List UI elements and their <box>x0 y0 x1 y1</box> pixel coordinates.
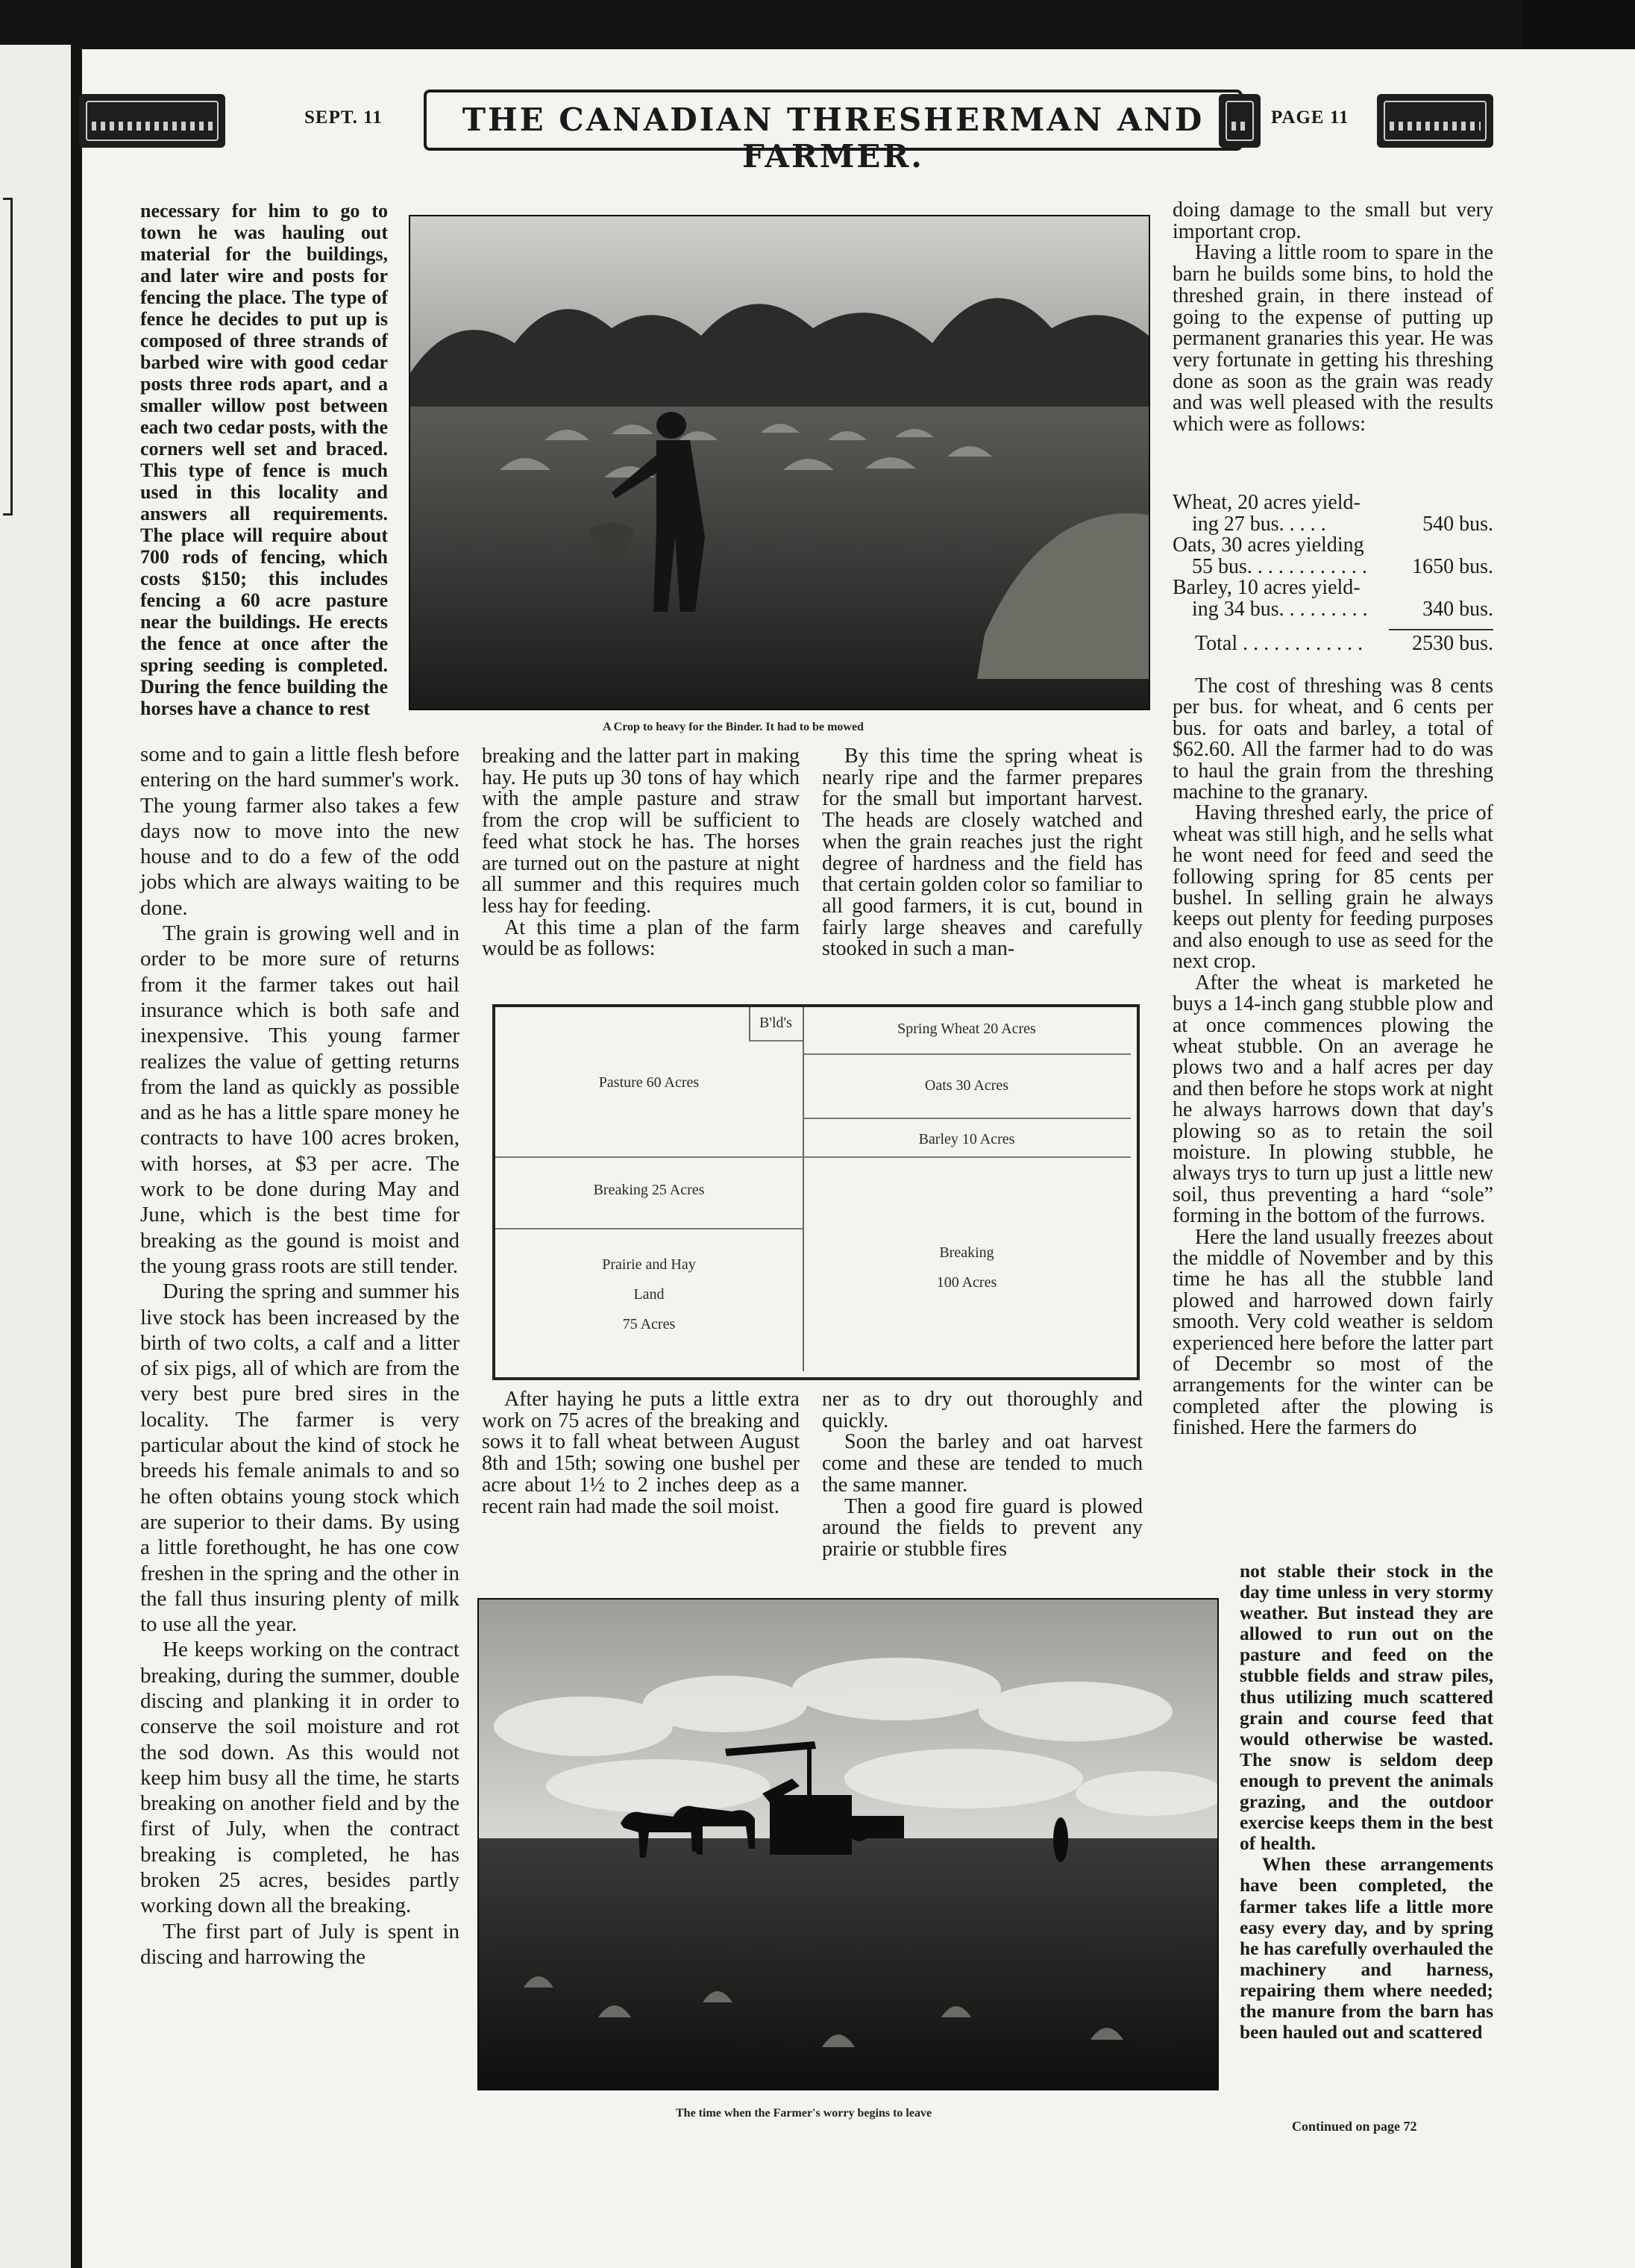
photo-harvest-caption: The time when the Farmer's worry begins to leave <box>676 2107 932 2120</box>
yield-total-row <box>1173 629 1493 659</box>
plan-buildings: B'ld's <box>759 1015 792 1031</box>
masthead-ornament-right <box>1377 94 1493 148</box>
yield-value: 540 bus. <box>1422 512 1493 536</box>
yield-row <box>1173 492 1493 535</box>
paragraph: The first part of July is spent in discing and harrowing the <box>140 1919 459 1969</box>
total-rule <box>1389 629 1493 630</box>
photo-harvest-image <box>479 1600 1217 2089</box>
adjacent-page-rule <box>3 198 13 516</box>
paragraph: After the wheat is marketed he buys a 14-inch gang stubble plow and at once commences plowing the wheat stubble. On an average he plows two and a half acres per day and then before he stops work at night he always harrows down that day's plowing so as to retain the soil moisture. In plowing stubble, he always trys to turn up just a little new soil, thus preventing a hard “sole” forming in the bottom of the furrows. <box>1173 971 1493 1228</box>
plan-divider <box>803 1118 1131 1119</box>
masthead-date: SEPT. 11 <box>304 107 383 128</box>
paragraph: The grain is growing well and in order to be more sure of returns from it the farmer takes out hail insurance which is both safe and inexpensive. This young farmer realizes the value of getting returns from the land as quickly as possible and as he has a little spare money he contracts to have 100 acres broken, with horses, at $3 per acre. The work to be done during May and June, which is the best time for breaking as the gound is moist and the young grass roots are still tender. <box>140 921 459 1278</box>
continued-notice: Continued on page 72 <box>1292 2119 1417 2134</box>
plan-barley: Barley 10 Acres <box>918 1131 1015 1147</box>
yield-total-label: Total . . . . . . . . . . . . <box>1195 632 1363 655</box>
plan-oats: Oats 30 Acres <box>924 1077 1009 1094</box>
paragraph: Having threshed early, the price of wheat was still high, and he sells what he wont need for feed and seed the following spring for 85 cents per bushel. In selling grain he always keeps out plenty for feeding purposes and also enough to use as seed for the next crop. <box>1173 801 1493 974</box>
masthead-ornament-left <box>79 94 225 148</box>
paragraph: Here the land usually freezes about the middle of November and by this time he has all the stubble land plowed and harrowed down fairly smooth. Very cold weather is seldom experienced here before the latter part of Decembr so most of the arrangements for the winter can be completed after the plowing is finished. Here the farmers do <box>1173 1225 1493 1440</box>
yield-total-value: 2530 bus. <box>1412 632 1493 655</box>
plan-divider <box>749 1040 803 1041</box>
article-col4-main <box>1173 676 1493 1439</box>
yield-value: 1650 bus. <box>1412 554 1493 578</box>
article-col3-bottom <box>822 1389 1143 1561</box>
article-col2-top <box>482 746 800 960</box>
yield-label: 55 bus. . . . . . . . . . . . <box>1192 554 1367 578</box>
paragraph: Soon the barley and oat harvest come and these are tended to much the same manner. <box>822 1430 1143 1497</box>
paragraph: During the spring and summer his live stock has been increased by the birth of two colts, a calf and a litter of six pigs, all of which are from the very best pure bred sires in the locality. The farmer is very particular about the kind of stock he breeds his female animals to and so he often obtains young stock which are superior to their dams. By using a little forethought, he has one cow freshen in the spring and the other in the fall thus insuring plenty of milk to use all the year. <box>140 1279 459 1637</box>
yield-row <box>1173 577 1493 620</box>
article-col1-main <box>140 742 459 1970</box>
paragraph: some and to gain a little flesh before entering on the hard summer's work. The young farmer also takes a few days now to move into the new house and to do a few of the odd jobs which are always waiting to be done. <box>140 742 459 920</box>
plan-prairie-line3: 75 Acres <box>622 1316 676 1332</box>
plan-breaking-100 <box>803 1240 1131 1295</box>
masthead-title: THE CANADIAN THRESHERMAN AND FARMER. <box>462 101 1205 175</box>
plan-divider <box>803 1007 804 1371</box>
paragraph: breaking and the latter part in making hay. He puts up 30 tons of hay which with the ample pasture and straw from the crop will be sufficient to feed what stock he has. The horses are turned out on the pasture at night all summer and this requires much less hay for feeding. <box>482 745 800 918</box>
yield-row <box>1173 535 1493 577</box>
plan-prairie-line1: Prairie and Hay <box>602 1256 696 1273</box>
article-col1-top <box>140 200 388 719</box>
paragraph: ner as to dry out thoroughly and quickly. <box>822 1388 1143 1432</box>
plan-breaking100-line1: Breaking <box>939 1244 994 1261</box>
adjacent-page-strip <box>0 45 71 2268</box>
plan-spring-wheat: Spring Wheat 20 Acres <box>897 1021 1036 1037</box>
plan-divider <box>495 1228 803 1229</box>
plan-divider <box>803 1053 1131 1055</box>
plan-breaking-25: Breaking 25 Acres <box>593 1182 705 1198</box>
photo-mowing-image <box>410 216 1149 709</box>
masthead <box>79 81 1489 175</box>
paragraph: not stable their stock in the day time unless in very stormy weather. But instead they are allowed to run out on the pasture and feed on the stubble fields and straw piles, thus utilizing much scattered grain and course feed that would otherwise be wasted. The snow is seldom deep enough to prevent the animals grazing, and the outdoor exercise keeps them in the best of health. <box>1240 1560 1493 1855</box>
paragraph: After haying he puts a little extra work on 75 acres of the breaking and sows it to fall wheat between August 8th and 15th; sowing one bushel per acre about 1½ to 2 inches deep as a recent rain had made the soil moist. <box>482 1388 800 1518</box>
yield-label: ing 27 bus. . . . . <box>1192 512 1326 536</box>
paragraph: When these arrangements have been completed, the farmer takes life a little more easy every day, and by spring he has carefully overhauled the machinery and harness, repairing them where needed; the manure from the barn has been hauled out and scattered <box>1240 1853 1493 2043</box>
yield-label: Wheat, 20 acres yield- <box>1173 491 1361 514</box>
plan-prairie-hay <box>495 1252 803 1337</box>
article-col3-top <box>822 746 1143 960</box>
paragraph: He keeps working on the contract breaking, during the summer, double discing and planking it in order to conserve the soil moisture and rot the sod down. As this would not keep him busy all the time, he starts breaking on another field and by the first of July, when the contract breaking is completed, he has broken 25 acres, besides partly working down all the breaking. <box>140 1638 459 1918</box>
paragraph: Having a little room to spare in the barn he builds some bins, to hold the threshed grain, in there instead of going to the expense of putting up permanent granaries this year. He was very fortunate in getting his threshing done as soon as the grain was ready and was well pleased with the results which were as follows: <box>1173 241 1493 436</box>
article-col4-narrow <box>1240 1561 1493 2043</box>
yield-label: Barley, 10 acres yield- <box>1173 576 1361 599</box>
yield-label: Oats, 30 acres yielding <box>1173 533 1364 557</box>
paragraph: Then a good fire guard is plowed around the fields to prevent any prairie or stubble fires <box>822 1494 1143 1561</box>
yield-label: ing 34 bus. . . . . . . . . <box>1192 597 1368 621</box>
farm-plan-diagram <box>492 1004 1140 1380</box>
article-col4-top <box>1173 200 1493 436</box>
photo-harvest-binder <box>477 1598 1219 2090</box>
threshing-yield-table <box>1173 492 1493 659</box>
paragraph: doing damage to the small but very important crop. <box>1173 198 1493 243</box>
paragraph: By this time the spring wheat is nearly ripe and the farmer prepares for the small but important harvest. The heads are closely watched and when the grain reaches just the right degree of hardness and the field has that certain golden color so familiar to all good farmers, it is cut, bound in fairly large sheaves and carefully stooked in such a man- <box>822 745 1143 961</box>
plan-prairie-line2: Land <box>633 1286 665 1303</box>
article-col2-bottom <box>482 1389 800 1517</box>
yield-value: 340 bus. <box>1422 597 1493 621</box>
photo-mowing-caption: A Crop to heavy for the Binder. It had to be mowed <box>603 721 864 733</box>
paragraph: necessary for him to go to town he was hauling out material for the buildings, and later wire and posts for fencing the place. The type of fence he decides to put up is composed of three strands of barbed wire with good cedar posts three rods apart, and a smaller willow post between each two cedar posts, with the corners well set and braced. This type of fence is much used in this locality and answers all requirements. The place will require about 700 rods of fencing, which costs $150; this includes fencing a 60 acre pasture near the buildings. He erects the fence at once after the spring seeding is completed. During the fence building the horses have a chance to rest <box>140 200 388 719</box>
scan-artifact <box>1522 0 1635 49</box>
paragraph: The cost of threshing was 8 cents per bus. for wheat, and 6 cents per bus. for oats and barley, a total of $62.60. All the farmer had to do was to haul the grain from the threshing machine to the granary. <box>1173 674 1493 804</box>
plan-pasture: Pasture 60 Acres <box>598 1074 700 1091</box>
paragraph: At this time a plan of the farm would be as follows: <box>482 915 800 961</box>
masthead-ornament-mid <box>1219 94 1261 148</box>
plan-divider <box>495 1156 1131 1158</box>
plan-breaking100-line2: 100 Acres <box>936 1274 997 1291</box>
photo-mowing-crop <box>409 215 1150 710</box>
masthead-page-number: PAGE 11 <box>1271 107 1349 128</box>
masthead-title-box <box>424 90 1243 175</box>
